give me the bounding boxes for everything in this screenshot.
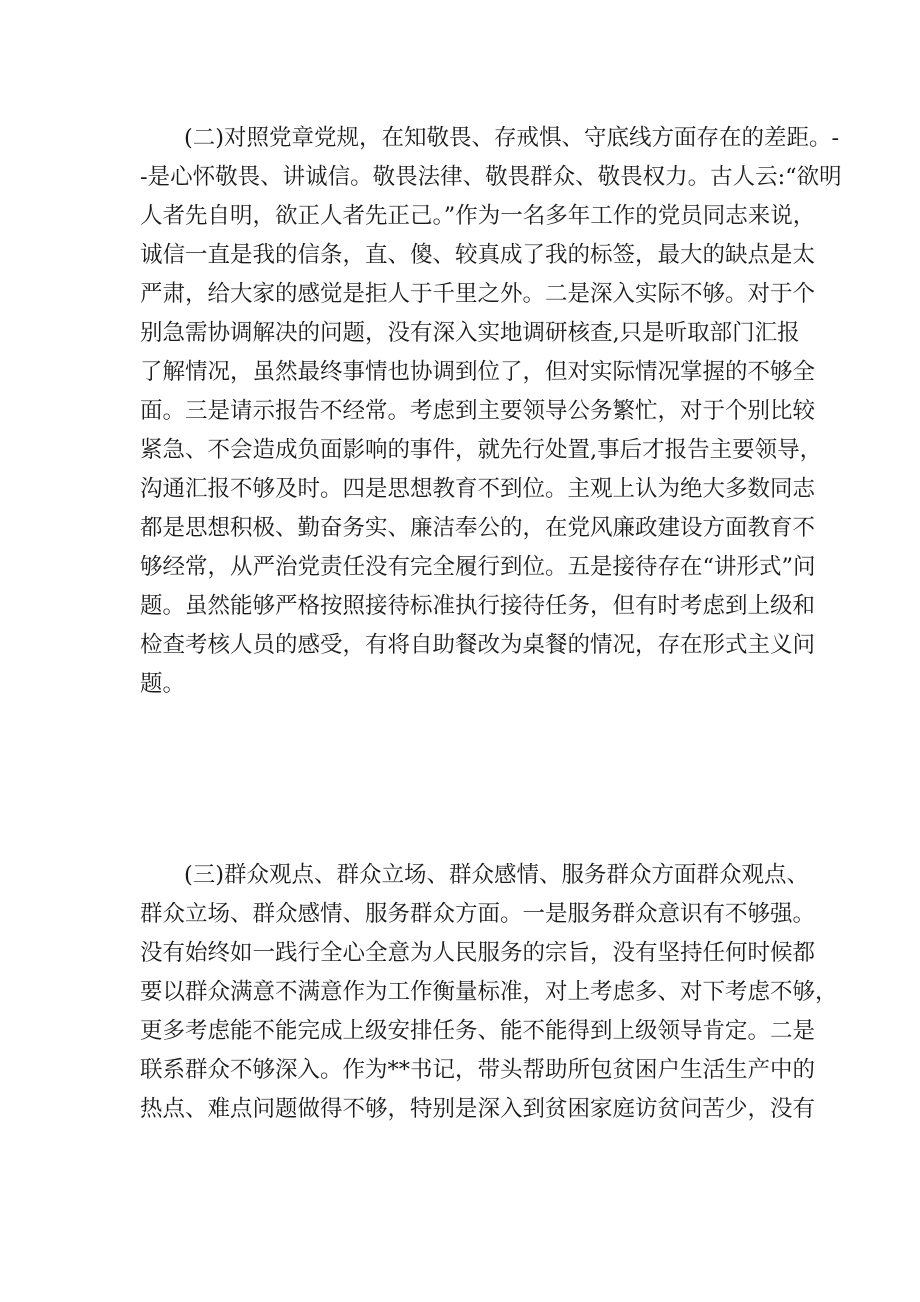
text-line: 了解情况，虽然最终事情也协调到位了，但对实际情况掌握的不够全: [140, 359, 816, 385]
text-line: 够经常，从严治党责任没有完全履行到位。五是接待存在“讲形式”问: [140, 554, 816, 580]
text-line: 诚信一直是我的信条，直、傻、较真成了我的标签，最大的缺点是太: [140, 242, 816, 268]
text-line: (三)群众观点、群众立场、群众感情、服务群众方面群众观点、: [184, 862, 810, 888]
text-line: 严肃，给大家的感觉是拒人于千里之外。二是深入实际不够。对于个: [140, 281, 816, 307]
text-line: 沟通汇报不够及时。四是思想教育不到位。主观上认为绝大多数同志: [140, 476, 816, 502]
paragraph-section-3: [140, 856, 838, 1129]
text-line: 联系群众不够深入。作为**书记，带头帮助所包贫困户生活生产中的: [140, 1057, 816, 1083]
text-line: 更多考虑能不能完成上级安排任务、能不能得到上级领导肯定。二是: [140, 1018, 816, 1044]
text-line: 题。虽然能够严格按照接待标准执行接待任务，但有时考虑到上级和: [140, 593, 816, 619]
text-line: 没有始终如一践行全心全意为人民服务的宗旨，没有坚持任何时候都: [140, 940, 816, 966]
text-line: 别急需协调解决的问题，没有深入实地调研核查,只是听取部门汇报: [140, 320, 800, 346]
text-line: -是心怀敬畏、讲诚信。敬畏法律、敬畏群众、敬畏权力。古人云:“欲明: [140, 164, 842, 190]
paragraph-section-2: [140, 119, 842, 704]
text-line: 紧急、不会造成负面影响的事件，就先行处置,事后才报告主要领导，: [140, 437, 823, 463]
text-line: (二)对照党章党规，在知敬畏、存戒惧、守底线方面存在的差距。-: [184, 125, 840, 151]
text-line: 面。三是请示报告不经常。考虑到主要领导公务繁忙，对于个别比较: [140, 398, 816, 424]
text-line: 群众立场、群众感情、服务群众方面。一是服务群众意识有不够强。: [140, 901, 816, 927]
text-line: 人者先自明，欲正人者先正己。”作为一名多年工作的党员同志来说，: [140, 203, 816, 229]
text-line: 要以群众满意不满意作为工作衡量标准，对上考虑多、对下考虑不够，: [140, 979, 838, 1005]
text-line: 题。: [140, 671, 186, 697]
text-line: 检查考核人员的感受，有将自助餐改为桌餐的情况，存在形式主义问: [140, 632, 816, 658]
text-line: 热点、难点问题做得不够，特别是深入到贫困家庭访贫问苦少，没有: [140, 1096, 816, 1122]
text-line: 都是思想积极、勤奋务实、廉洁奉公的，在党风廉政建设方面教育不: [140, 515, 816, 541]
